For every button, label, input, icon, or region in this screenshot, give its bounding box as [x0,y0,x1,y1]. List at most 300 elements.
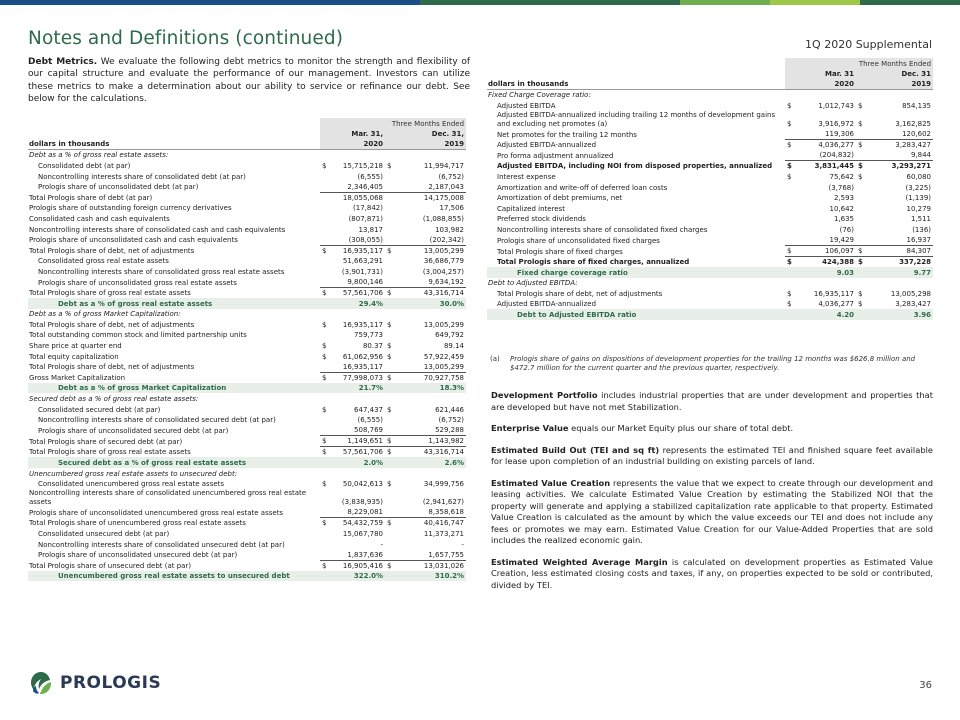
currency-symbol [385,150,394,161]
footnote [490,355,932,374]
row-label: Prologis share of unconsolidated fixed charges [497,236,660,245]
row-label: Amortization of debt premiums, net [497,194,623,203]
currency-symbol [856,129,865,140]
value-prior: 16,937 [906,236,932,244]
currency-symbol [320,330,329,341]
footnote-text: Prologis share of gains on dispositions of development properties for the trailing 12 months was $626.8 million and $472.7 million for the current quarter and the previous quarter, respectively. [510,355,916,373]
row-label: Debt as a % of gross real estate assets [28,298,320,309]
value-current: 16,935,117 [329,245,385,256]
currency-symbol: $ [322,342,327,351]
row-label: Prologis share of unconsolidated gross real estate assets [38,278,237,287]
page-title: Notes and Definitions (continued) [28,28,344,49]
currency-symbol [385,457,394,468]
row-label: Consolidated debt (at par) [38,161,131,170]
value-prior: (136) [912,225,932,234]
value-current: 4,036,277 [794,140,856,151]
topbar-segment [420,0,680,5]
currency-symbol [785,90,794,101]
value-prior: 3,293,271 [865,161,933,172]
currency-symbol: $ [858,101,863,110]
value-current: 2,593 [833,194,854,203]
definitions [491,390,933,601]
table-row [28,224,466,235]
value-current: 10,642 [829,204,854,213]
currency-symbol [785,214,794,225]
value-prior: 621,446 [435,405,465,414]
currency-symbol [385,277,394,288]
row-label: Total Prologis share of fixed charges, annualized [497,258,690,267]
right-header-blank [487,58,785,69]
row-label: Adjusted EBITDA, including NOI from disposed properties, annualized [497,162,773,171]
table-row [28,245,466,256]
currency-symbol: $ [320,245,329,256]
currency-symbol [385,507,394,518]
row-label: Prologis share of unconsolidated debt (at par) [38,183,199,192]
value-prior: 854,135 [902,101,932,110]
row-label: Amortization and write-off of deferred loan costs [497,183,668,192]
currency-symbol [320,266,329,277]
footnote-mark: (a) [490,355,500,363]
value-current: (3,768) [828,183,854,192]
currency-symbol [320,298,329,309]
row-label: Fixed charge coverage ratio [487,267,785,278]
currency-symbol [385,415,394,426]
table-row [487,111,933,129]
currency-symbol [320,362,329,373]
value-current: 54,432,759 [329,518,385,529]
currency-symbol [785,182,794,193]
value-current: 50,042,613 [342,480,383,489]
table-row [28,171,466,182]
table-row [28,571,466,582]
table-row [28,550,466,561]
row-label: Debt as a % of gross Market Capitalization [28,383,320,394]
value-prior: 120,602 [902,130,932,139]
currency-symbol [320,507,329,518]
currency-symbol [785,278,794,289]
right-col1-header: Mar. 31 [785,69,856,80]
currency-symbol: $ [320,560,329,571]
definition-paragraph [491,557,933,592]
value-prior: 3,283,427 [865,140,933,151]
table-row [487,129,933,140]
row-label: Total Prologis share of secured debt (at par) [29,437,183,446]
currency-symbol [385,362,394,373]
table-row [487,267,933,278]
value-current [329,393,385,404]
currency-symbol: $ [320,288,329,299]
right-header-period [487,58,933,69]
currency-symbol [320,150,329,161]
currency-symbol [785,150,794,161]
row-label: Total Prologis share of gross real estate assets [29,289,191,298]
value-prior: - [461,540,465,549]
left-header-dates [28,129,466,140]
definition-term: Estimated Value Creation [491,477,611,488]
currency-symbol [320,203,329,214]
currency-symbol [856,90,865,101]
currency-symbol [856,224,865,235]
value-current: 1,837,636 [347,550,383,559]
value-current: (6,555) [357,172,383,181]
value-prior: 60,080 [906,172,932,181]
currency-symbol [385,192,394,203]
table-row [28,192,466,203]
currency-symbol [385,393,394,404]
table-row [487,150,933,161]
value-prior: 43,316,714 [394,447,466,458]
table-row [28,298,466,309]
row-label: Debt to Adjusted EBITDA: [488,279,578,288]
table-row [28,415,466,426]
value-prior: 43,316,714 [394,288,466,299]
left-col1-header: Mar. 31, [320,129,385,140]
table-row [487,235,933,246]
fixed-charge-table [487,58,933,320]
currency-symbol: $ [856,246,865,257]
table-row [487,203,933,214]
row-label: Unencumbered gross real estate assets to unsecured debt [28,571,320,582]
value-prior: 13,031,026 [394,560,466,571]
definition-text: includes industrial properties that are under development and properties that are developed but have not met Stabilization. [491,390,933,412]
value-current: 1,012,743 [818,101,854,110]
currency-symbol: $ [858,289,863,298]
definition-paragraph [491,445,933,468]
row-label: Capitalized interest [497,204,565,213]
row-label: Total Prologis share of debt, net of adjustments [29,320,195,329]
value-current: (17,842) [353,204,383,213]
currency-symbol [785,224,794,235]
currency-symbol [785,235,794,246]
row-label: Noncontrolling interests share of consolidated fixed charges [497,225,708,234]
currency-symbol [785,129,794,140]
currency-symbol [385,468,394,479]
value-current: 21.7% [329,383,385,394]
row-label: Adjusted EBITDA-annualized [497,141,597,150]
table-row [28,539,466,550]
definition-text: represents the value that we expect to create through our development and leasing activities. We calculate Estimated Value Creation by estimating the Stabilized NOI that the property will generate and applying a stabilized capitalization rate applicable to that property. Estimated Value Creation is calculated as the amount by which the value exceeds our TEI and does not include any fees or promotes we may earn. Estimated Value Creation for our Value-Added Properties that are sold includes the realized economic gain. [491,477,933,545]
row-label: Debt to Adjusted EBITDA ratio [487,309,785,320]
table-row [28,425,466,436]
currency-symbol: $ [385,372,394,383]
table-row [28,372,466,383]
value-prior: (3,225) [905,183,932,192]
currency-symbol [320,213,329,224]
row-label: Consolidated secured debt (at par) [38,405,161,414]
value-current: 75,642 [829,172,854,181]
value-current [794,90,856,101]
currency-symbol [385,235,394,246]
value-current: 19,429 [829,236,854,244]
value-current: (308,055) [348,235,383,244]
currency-symbol [856,150,865,161]
currency-symbol [320,256,329,267]
definition-text: represents the estimated TEI and finished square feet available for lease upon completion of an industrial building on existing parcels of land. [491,444,933,466]
definition-term: Development Portfolio [491,390,598,400]
table-row [28,182,466,193]
row-label: Consolidated cash and cash equivalents [29,214,170,223]
row-label: Share price at quarter end [29,342,122,351]
currency-symbol [856,235,865,246]
value-current: 16,935,117 [342,320,383,329]
currency-symbol: $ [858,119,863,128]
currency-symbol [320,539,329,550]
currency-symbol [385,224,394,235]
currency-symbol [320,235,329,246]
value-current: 77,998,073 [329,372,385,383]
currency-symbol [385,266,394,277]
currency-symbol [385,425,394,436]
definition-term: Estimated Weighted Average Margin [491,556,668,567]
table-row [28,436,466,447]
currency-symbol [856,309,865,320]
table-row [28,256,466,267]
left-year2: 2019 [385,139,466,150]
table-row [487,299,933,310]
currency-symbol [856,278,865,289]
currency-symbol [320,489,329,507]
currency-symbol: $ [322,320,327,329]
value-prior: 34,999,756 [423,480,465,489]
topbar-segment [0,0,420,5]
value-prior [394,393,466,404]
row-label: Pro forma adjustment annualized [497,151,614,160]
value-current: 2.0% [329,457,385,468]
value-prior: 1,143,982 [394,436,466,447]
currency-symbol: $ [385,560,394,571]
table-row [28,457,466,468]
currency-symbol: $ [320,436,329,447]
value-current [329,309,385,320]
value-prior: 30.0% [394,298,466,309]
table-row [28,203,466,214]
brand-wordmark: PROLOGIS [60,673,162,693]
table-row [487,161,933,172]
value-prior: 18.3% [394,383,466,394]
table-row [28,393,466,404]
prologis-logo [28,670,161,696]
value-prior: 13,005,299 [394,245,466,256]
row-label: Noncontrolling interests share of consolidated gross real estate assets [38,267,285,276]
row-label: Prologis share of unconsolidated unencumbered gross real estate assets [29,508,284,517]
value-current: 16,905,416 [329,560,385,571]
row-label: Consolidated unencumbered gross real estate assets [38,480,225,489]
currency-symbol [385,330,394,341]
currency-symbol [320,415,329,426]
value-current: 759,773 [354,331,383,340]
currency-symbol: $ [322,405,327,414]
currency-symbol: $ [785,257,794,268]
row-label: Noncontrolling interests share of consolidated unsecured debt (at par) [38,540,285,549]
table-row [487,214,933,225]
currency-symbol: $ [387,161,392,170]
value-prior [865,278,933,289]
intro-heading: Debt Metrics. [28,57,98,67]
value-prior: 529,288 [435,426,465,435]
currency-symbol: $ [320,447,329,458]
currency-symbol [320,457,329,468]
left-col2-header: Dec. 31, [385,129,466,140]
table-row [28,489,466,507]
value-prior: 337,228 [865,257,933,268]
value-prior [394,150,466,161]
currency-symbol [385,550,394,561]
currency-symbol [385,203,394,214]
value-prior: (3,004,257) [422,267,465,276]
value-prior: 13,005,298 [890,289,932,298]
value-current: 57,561,706 [329,447,385,458]
value-current: 61,062,956 [342,352,383,361]
currency-symbol: $ [385,518,394,529]
value-prior: 3,162,825 [895,119,932,128]
row-label: Unencumbered gross real estate assets to unsecured debt: [29,469,238,478]
table-row [28,528,466,539]
currency-symbol [320,383,329,394]
currency-symbol [385,171,394,182]
currency-symbol: $ [320,372,329,383]
right-units-label: dollars in thousands [487,79,785,90]
right-col2-header: Dec. 31 [856,69,933,80]
definition-text: is calculated on development properties as Estimated Value Creation, less estimated closing costs and taxes, if any, on properties expected to be sold or contributed, divided by TEI. [491,556,933,590]
row-label: Prologis share of outstanding foreign currency derivatives [29,204,232,213]
left-header-blank [28,118,320,129]
currency-symbol [856,267,865,278]
table-row [28,447,466,458]
left-year1: 2020 [320,139,385,150]
right-header-years [487,79,933,90]
currency-symbol [385,298,394,309]
row-label: Gross Market Capitalization [29,373,126,382]
table-row [487,246,933,257]
currency-symbol: $ [387,352,392,361]
value-current: 2,346,405 [347,182,383,191]
topbar-segment [680,0,770,5]
table-row [487,309,933,320]
value-prior: 57,922,459 [423,352,465,361]
top-color-bar [0,0,960,5]
value-prior: 17,506 [439,204,465,213]
value-prior: (1,139) [905,194,932,203]
left-units-label: dollars in thousands [28,139,320,150]
table-row [487,278,933,289]
currency-symbol [320,468,329,479]
definition-text: equals our Market Equity plus our share of total debt. [568,423,794,433]
currency-symbol [856,214,865,225]
table-row [28,160,466,171]
value-current: 106,097 [794,246,856,257]
row-label: Fixed Charge Coverage ratio: [488,91,591,100]
table-row [28,266,466,277]
currency-symbol: $ [856,161,865,172]
prologis-globe-icon [28,670,54,696]
row-label: Total Prologis share of debt, net of adjustments [497,289,663,298]
value-current: (204,832) [819,151,854,160]
table-row [28,351,466,362]
value-prior: (6,752) [438,172,465,181]
value-prior: 40,416,747 [394,518,466,529]
value-current: (3,838,935) [341,498,383,507]
right-year1: 2020 [785,79,856,90]
value-current: 119,306 [825,130,854,139]
value-current: 4.20 [794,309,856,320]
currency-symbol: $ [787,289,792,298]
table-row [487,193,933,204]
value-current: 29.4% [329,298,385,309]
value-prior: 649,792 [435,331,465,340]
value-prior: 310.2% [394,571,466,582]
value-prior [865,90,933,101]
table-row [487,224,933,235]
currency-symbol: $ [387,320,392,329]
currency-symbol: $ [785,161,794,172]
currency-symbol: $ [787,172,792,181]
currency-symbol: $ [856,140,865,151]
currency-symbol [785,267,794,278]
row-label: Noncontrolling interests share of consolidated debt (at par) [38,172,246,181]
definition-term: Enterprise Value [491,423,569,433]
table-row [487,182,933,193]
left-header-period [28,118,466,129]
value-current: 4,036,277 [818,300,854,309]
row-label: Prologis share of unconsolidated secured debt (at par) [38,426,229,435]
table-row [28,468,466,479]
value-current: 15,715,218 [342,161,383,170]
currency-symbol: $ [787,300,792,309]
value-current: (807,871) [348,214,383,223]
value-prior: 13,005,299 [423,320,465,329]
value-current: 3,831,445 [794,161,856,172]
row-label: Prologis share of unconsolidated unsecured debt (at par) [38,551,238,560]
table-row [487,257,933,268]
table-row [28,560,466,571]
value-current: 16,935,117 [813,289,854,298]
value-current: (76) [839,225,854,234]
value-current: 16,935,117 [342,362,383,371]
row-label: Total Prologis share of fixed charges [497,247,623,256]
row-label: Total Prologis share of debt, net of adjustments [29,363,195,372]
currency-symbol: $ [387,405,392,414]
debt-metrics-intro [28,56,470,106]
currency-symbol [320,550,329,561]
right-header-blank [487,69,785,80]
currency-symbol: $ [785,246,794,257]
currency-symbol [785,309,794,320]
currency-symbol [320,224,329,235]
value-current: 1,635 [833,215,854,224]
row-label: Total Prologis share of unencumbered gross real estate assets [29,519,246,528]
debt-metrics-table [28,118,466,581]
value-current [329,468,385,479]
definition-term: Estimated Build Out (TEI and sq ft) [491,444,660,455]
currency-symbol [320,528,329,539]
currency-symbol [320,192,329,203]
row-label: Secured debt as a % of gross real estate assets [28,457,320,468]
table-row [28,330,466,341]
value-current [329,150,385,161]
currency-symbol [320,393,329,404]
table-row [28,319,466,330]
currency-symbol [320,182,329,193]
currency-symbol [856,193,865,204]
currency-symbol: $ [856,257,865,268]
value-prior: 11,994,717 [423,161,465,170]
currency-symbol: $ [385,447,394,458]
topbar-segment [860,0,960,5]
value-prior: 70,927,758 [394,372,466,383]
table-row [487,171,933,182]
currency-symbol: $ [385,245,394,256]
currency-symbol: $ [387,480,392,489]
